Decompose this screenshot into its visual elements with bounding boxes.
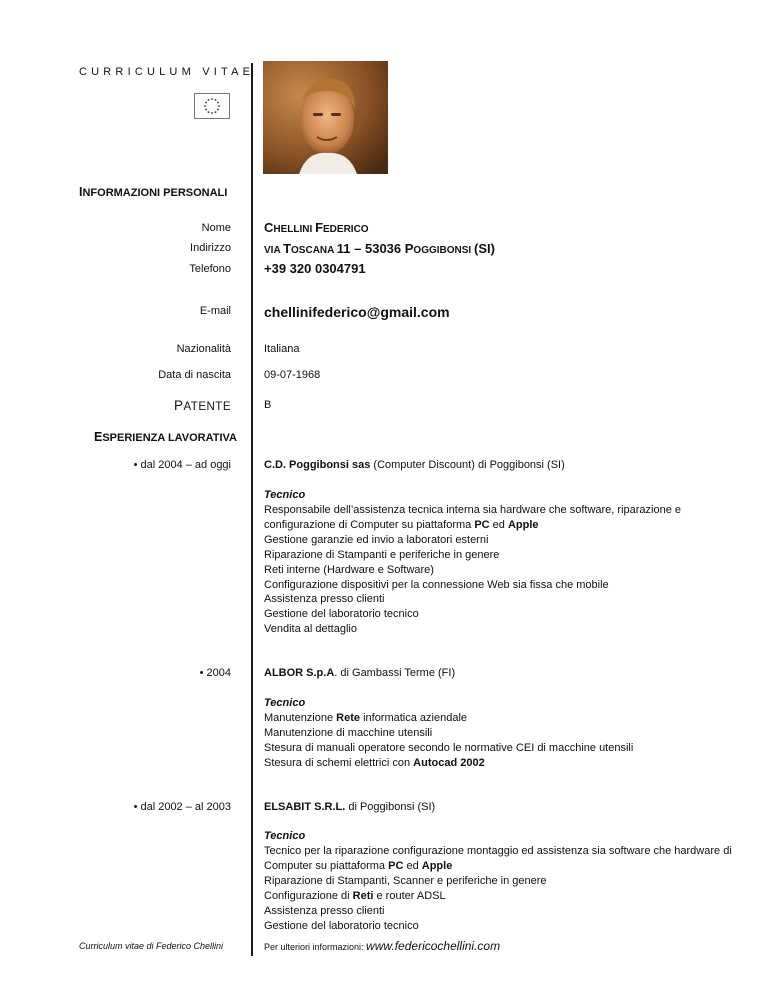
vertical-divider <box>251 63 253 956</box>
list-item: Riparazione di Stampanti, Scanner e periferiche in genere <box>264 874 547 887</box>
list-item: Configurazione di Reti e router ADSL <box>264 889 446 902</box>
job-3-company: ELSABIT S.R.L. di Poggibonsi (SI) <box>264 801 436 813</box>
job-1-company: C.D. Poggibonsi sas (Computer Discount) di Poggibonsi (SI) <box>264 459 565 471</box>
list-item: Gestione del laboratorio tecnico <box>264 919 419 932</box>
website-link[interactable]: www.federicochellini.com <box>366 939 501 953</box>
job-2-company: ALBOR S.p.A. di Gambassi Terme (FI) <box>264 667 456 679</box>
list-item: Assistenza presso clienti <box>264 904 385 917</box>
address-value: VIA TOSCANA 11 – 53036 POGGIBONSI (SI) <box>264 241 495 256</box>
personal-info-heading: INFORMAZIONI PERSONALI <box>79 185 228 199</box>
birth-date-value: 09-07-1968 <box>264 369 321 381</box>
birth-date-label: Data di nascita <box>158 369 231 381</box>
name-label: Nome <box>201 222 231 234</box>
list-item: Riparazione di Stampanti e periferiche in genere <box>264 548 500 561</box>
nationality-value: Italiana <box>264 343 300 355</box>
list-item: Reti interne (Hardware e Software) <box>264 563 434 576</box>
cv-title: CURRICULUM VITAE <box>79 66 255 78</box>
list-item: Stesura di schemi elettrici con Autocad 2002 <box>264 756 485 769</box>
footer-info: Per ulteriori informazioni: www.federicochellini.com <box>264 939 501 953</box>
list-item: Manutenzione Rete informatica aziendale <box>264 712 468 724</box>
profile-photo <box>263 61 388 174</box>
job-1-duties <box>264 503 681 637</box>
job-3-period: • dal 2002 – al 2003 <box>133 801 231 813</box>
footer-caption: Curriculum vitae di Federico Chellini <box>79 941 224 951</box>
list-item: Configurazione dispositivi per la connessione Web sia fissa che mobile <box>264 578 609 591</box>
list-item: Tecnico per la riparazione configurazione montaggio ed assistenza sia software che hardware di <box>264 845 732 857</box>
job-1-role: Tecnico <box>264 489 306 501</box>
address-label: Indirizzo <box>190 242 231 254</box>
job-3-duties <box>264 844 732 933</box>
job-1-period: • dal 2004 – ad oggi <box>133 459 231 471</box>
job-2-duties <box>264 711 633 771</box>
job-3-role: Tecnico <box>264 830 306 842</box>
list-item: Computer su piattaforma PC ed Apple <box>264 859 453 872</box>
experience-heading: ESPERIENZA LAVORATIVA <box>94 430 237 444</box>
list-item: Responsabile dell’assistenza tecnica interna sia hardware che software, riparazione e <box>264 504 682 516</box>
eu-flag-icon <box>194 93 230 119</box>
list-item: Manutenzione di macchine utensili <box>264 726 433 739</box>
list-item: Stesura di manuali operatore secondo le normative CEI di macchine utensili <box>264 741 634 754</box>
list-item: Vendita al dettaglio <box>264 623 357 636</box>
eu-stars-icon <box>195 94 229 118</box>
name-value: CHELLINI FEDERICO <box>264 220 369 235</box>
email-value[interactable]: chellinifederico@gmail.com <box>264 304 450 320</box>
job-2-role: Tecnico <box>264 697 306 709</box>
list-item: Gestione garanzie ed invio a laboratori esterni <box>264 533 489 546</box>
nationality-label: Nazionalità <box>176 343 231 355</box>
list-item: Gestione del laboratorio tecnico <box>264 608 419 621</box>
job-2-period: • 2004 <box>199 667 231 679</box>
license-label: PATENTE <box>173 398 231 413</box>
phone-label: Telefono <box>189 263 231 275</box>
phone-value: +39 320 0304791 <box>264 261 366 276</box>
list-item: Assistenza presso clienti <box>264 593 385 606</box>
email-label: E-mail <box>199 305 231 317</box>
list-item: configurazione di Computer su piattaforma PC ed Apple <box>264 518 539 531</box>
license-value: B <box>264 399 272 411</box>
